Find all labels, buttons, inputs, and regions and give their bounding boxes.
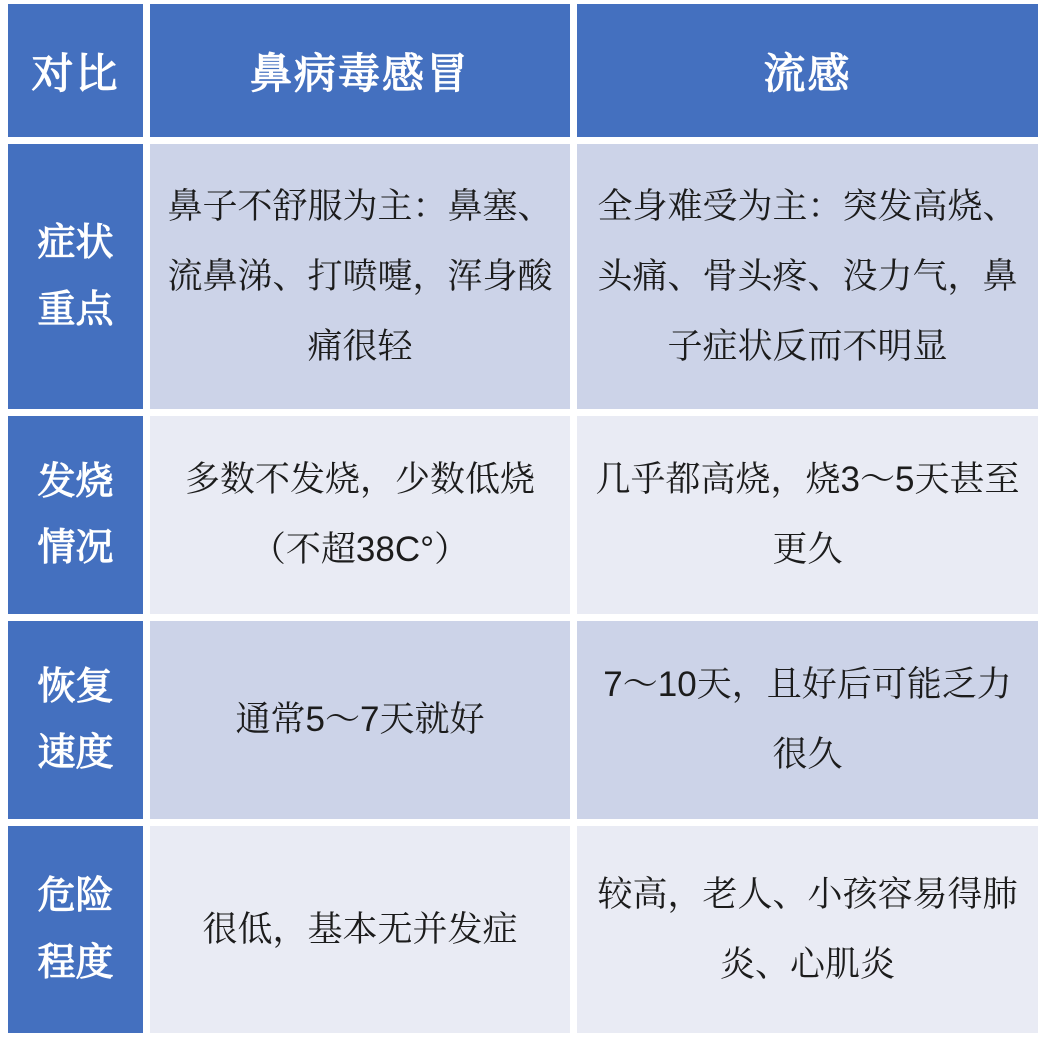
row-label-fever: 发烧情况 xyxy=(8,416,143,614)
cell-symptoms-flu: 全身难受为主：突发高烧、头痛、骨头疼、没力气，鼻子症状反而不明显 xyxy=(577,144,1038,409)
header-rhinovirus-cold: 鼻病毒感冒 xyxy=(150,4,570,137)
cell-recovery-flu: 7～10天，且好后可能乏力很久 xyxy=(577,621,1038,819)
row-label-danger: 危险程度 xyxy=(8,826,143,1033)
cell-fever-cold: 多数不发烧，少数低烧（不超38C°） xyxy=(150,416,570,614)
cell-recovery-cold: 通常5～7天就好 xyxy=(150,621,570,819)
row-label-symptoms: 症状重点 xyxy=(8,144,143,409)
comparison-table xyxy=(8,4,1038,1033)
header-compare: 对比 xyxy=(8,4,143,137)
cell-symptoms-cold: 鼻子不舒服为主：鼻塞、流鼻涕、打喷嚏，浑身酸痛很轻 xyxy=(150,144,570,409)
cell-fever-flu: 几乎都高烧，烧3～5天甚至更久 xyxy=(577,416,1038,614)
cell-danger-cold: 很低，基本无并发症 xyxy=(150,826,570,1033)
header-flu: 流感 xyxy=(577,4,1038,137)
row-label-recovery: 恢复速度 xyxy=(8,621,143,819)
cell-danger-flu: 较高，老人、小孩容易得肺炎、心肌炎 xyxy=(577,826,1038,1033)
